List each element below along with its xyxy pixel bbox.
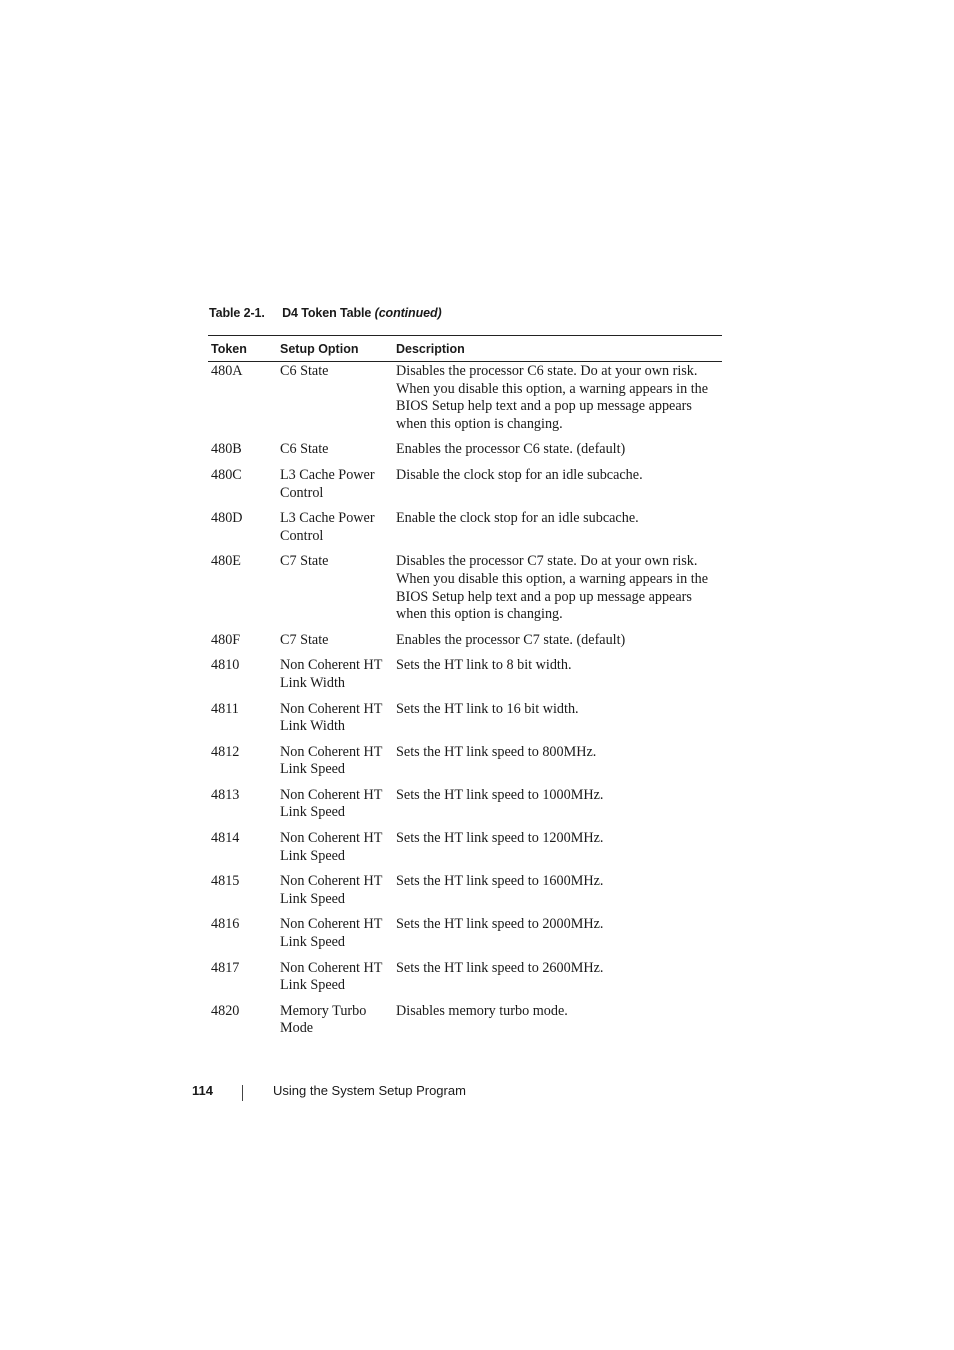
header-setup-option: Setup Option (280, 341, 359, 356)
table-row (208, 960, 722, 1003)
token-cell: 480C (211, 466, 242, 483)
table-caption (209, 306, 442, 320)
table-row (208, 467, 722, 510)
setup-option-cell: L3 Cache Power Control (280, 510, 375, 544)
header-description: Description (396, 341, 465, 356)
setup-option-cell: L3 Cache Power Control (280, 466, 375, 501)
token-cell: 4813 (211, 786, 240, 803)
token-cell: 480E (211, 553, 241, 570)
setup-option-cell: C7 State (280, 553, 329, 570)
setup-option-cell: C6 State (280, 441, 329, 458)
table-row (208, 744, 722, 787)
footer-title: Using the System Setup Program (273, 1083, 466, 1098)
table-row (208, 657, 722, 700)
description-cell: Enable the clock stop for an idle subcache. (396, 510, 639, 527)
table-row (208, 632, 722, 658)
table-row (208, 510, 722, 553)
token-cell: 4814 (211, 830, 240, 847)
setup-option-cell: C6 State (280, 363, 329, 379)
token-cell: 4815 (211, 873, 240, 890)
table-row (208, 441, 722, 467)
description-cell: Sets the HT link speed to 2600MHz. (396, 959, 604, 976)
table-header-row (208, 336, 722, 362)
page-number: 114 (192, 1083, 213, 1098)
table-continued-label: (continued) (374, 306, 442, 320)
setup-option-cell: Memory Turbo Mode (280, 1002, 367, 1037)
setup-option-cell: Non Coherent HT Link Speed (280, 916, 383, 951)
description-cell: Sets the HT link speed to 2000MHz. (396, 916, 604, 933)
table-row (208, 916, 722, 959)
description-cell: Sets the HT link to 16 bit width. (396, 700, 579, 717)
setup-option-cell: Non Coherent HT Link Width (280, 700, 383, 735)
header-token: Token (211, 341, 247, 356)
token-cell: 4812 (211, 743, 240, 760)
description-cell: Sets the HT link to 8 bit width. (396, 657, 572, 674)
footer-separator (242, 1085, 243, 1101)
description-cell: Sets the HT link speed to 800MHz. (396, 743, 597, 760)
table-row (208, 787, 722, 830)
setup-option-cell: Non Coherent HT Link Speed (280, 830, 383, 864)
token-cell: 4811 (211, 700, 239, 717)
setup-option-cell: Non Coherent HT Link Width (280, 657, 383, 691)
description-cell: Enables the processor C6 state. (default) (396, 441, 626, 458)
description-cell: Disables memory turbo mode. (396, 1002, 568, 1019)
table-body (208, 362, 722, 1046)
table-title: D4 Token Table (282, 306, 372, 320)
setup-option-cell: Non Coherent HT Link Speed (280, 959, 383, 994)
description-cell: Sets the HT link speed to 1200MHz. (396, 830, 604, 847)
description-cell: Disable the clock stop for an idle subcache. (396, 466, 643, 483)
table-row (208, 553, 722, 631)
description-cell: Sets the HT link speed to 1600MHz. (396, 873, 604, 890)
token-cell: 4820 (211, 1002, 240, 1019)
token-table (208, 335, 722, 1046)
table-row (208, 873, 722, 916)
table-row (208, 363, 722, 441)
token-cell: 4816 (211, 916, 240, 933)
token-cell: 480A (211, 363, 243, 379)
table-row (208, 830, 722, 873)
token-cell: 480F (211, 631, 241, 648)
table-row (208, 701, 722, 744)
token-cell: 4810 (211, 657, 240, 674)
setup-option-cell: C7 State (280, 631, 329, 648)
setup-option-cell: Non Coherent HT Link Speed (280, 873, 383, 907)
description-cell: Sets the HT link speed to 1000MHz. (396, 786, 604, 803)
table-number: Table 2-1. (209, 306, 265, 320)
token-cell: 4817 (211, 959, 240, 976)
setup-option-cell: Non Coherent HT Link Speed (280, 743, 383, 778)
table-row (208, 1003, 722, 1046)
token-cell: 480D (211, 510, 243, 527)
description-cell: Enables the processor C7 state. (default) (396, 631, 626, 648)
setup-option-cell: Non Coherent HT Link Speed (280, 786, 383, 821)
description-cell: Disables the processor C6 state. Do at your own risk. When you disable this option, a warning appears in the BIOS Setup help text and a pop up message appears when this option is changing. (396, 363, 709, 432)
description-cell: Disables the processor C7 state. Do at your own risk. When you disable this option, a warning appears in the BIOS Setup help text and a pop up message appears when this option is changing. (396, 553, 709, 623)
token-cell: 480B (211, 441, 242, 458)
